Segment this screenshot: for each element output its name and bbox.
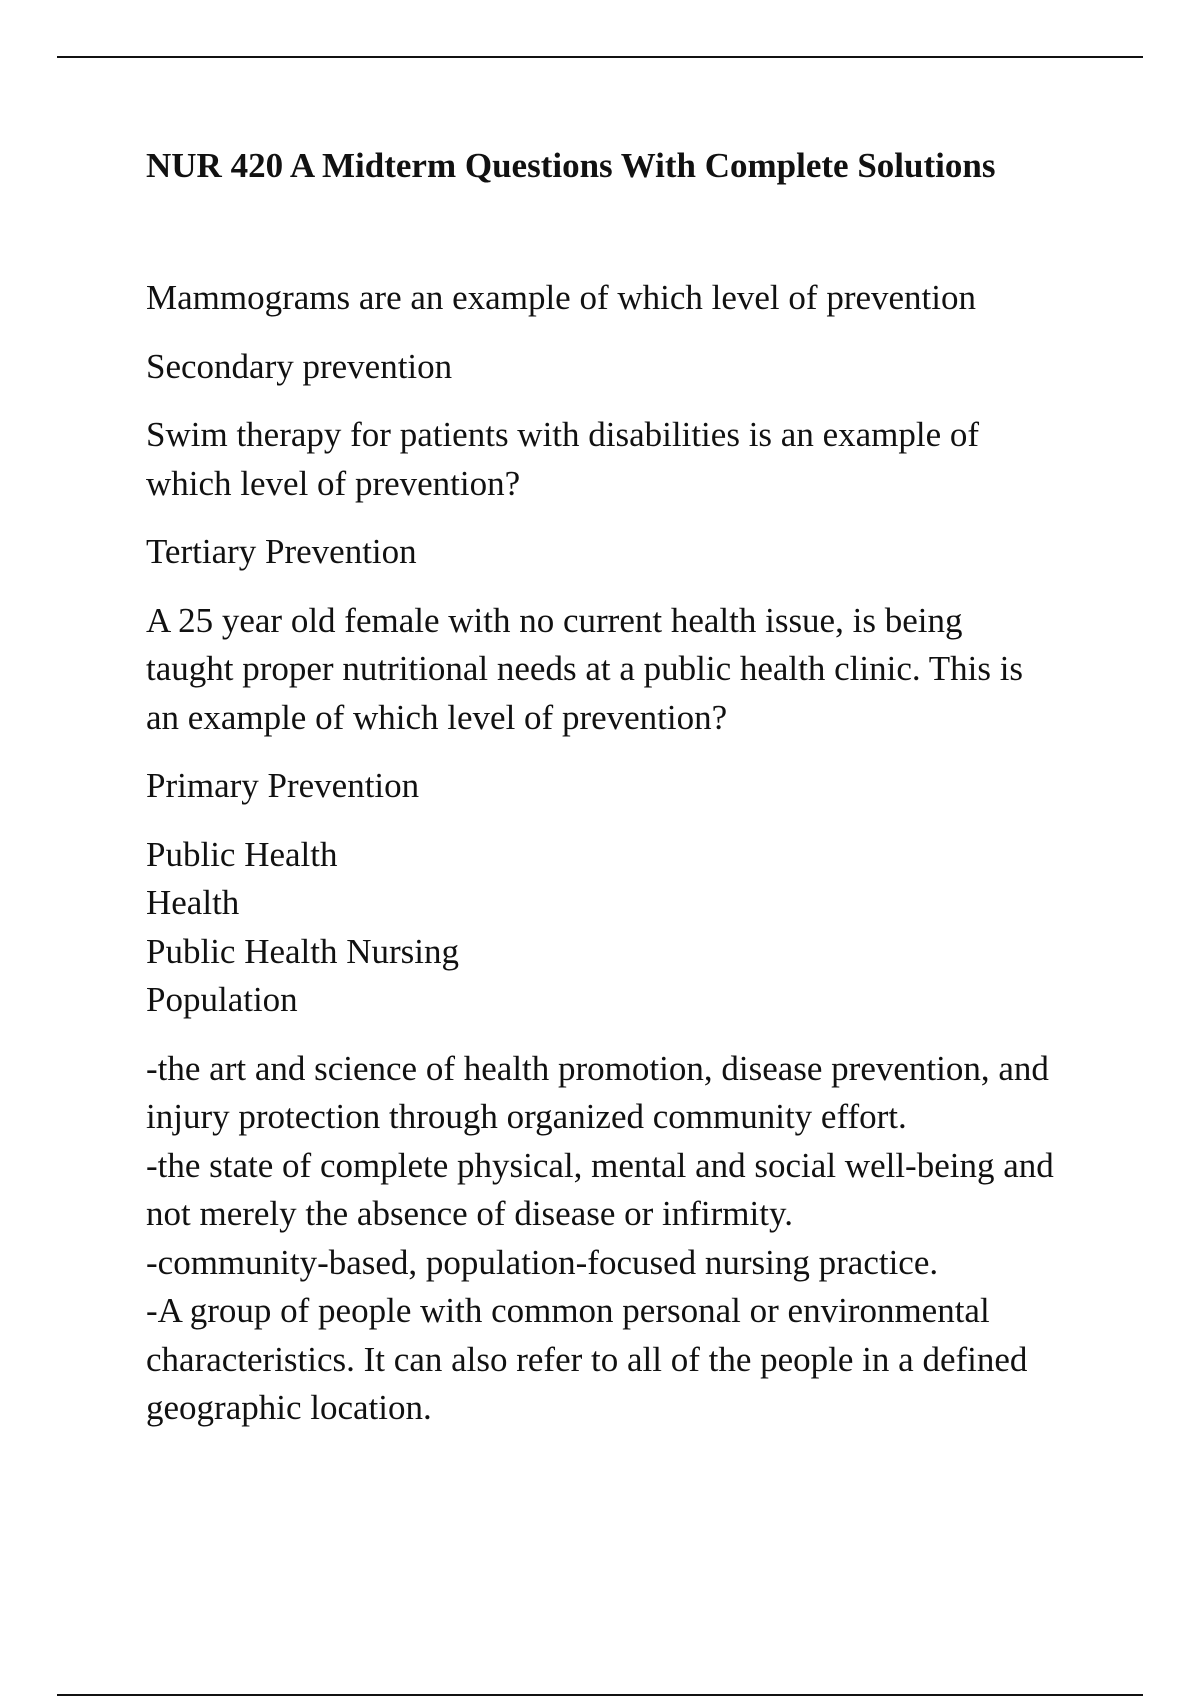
question-mammograms	[146, 274, 1096, 323]
question-term-list	[146, 831, 1096, 1025]
text-line: A 25 year old female with no current health issue, is being	[146, 600, 963, 640]
text-line: taught proper nutritional needs at a public health clinic. This is	[146, 649, 1024, 688]
text-line: Secondary prevention	[146, 346, 453, 386]
text-line: Public Health Nursing	[146, 931, 460, 971]
text-line: geographic location.	[146, 1388, 432, 1427]
document-title: NUR 420 A Midterm Questions With Complete Solutions	[146, 146, 996, 185]
text-line: characteristics. It can also refer to all of the people in a defined	[146, 1339, 1028, 1379]
answer-primary-prevention	[146, 762, 1096, 811]
text-line: Population	[146, 980, 298, 1019]
text-line: not merely the absence of disease or infirmity.	[146, 1194, 793, 1233]
text-line: Health	[146, 883, 240, 922]
answer-tertiary-prevention	[146, 528, 1096, 577]
qa-list	[146, 274, 1096, 1433]
text-line: -the state of complete physical, mental and social well-being and	[146, 1145, 1054, 1185]
top-rule	[57, 56, 1143, 58]
text-line: -community-based, population-focused nursing practice.	[146, 1242, 939, 1282]
text-line: an example of which level of prevention?	[146, 697, 728, 737]
text-line: -the art and science of health promotion, disease prevention, and	[146, 1048, 1049, 1088]
bottom-rule	[57, 1694, 1143, 1696]
question-swim-therapy	[146, 411, 1096, 508]
question-nutrition-clinic	[146, 597, 1096, 743]
text-line: Mammograms are an example of which level of prevention	[146, 278, 976, 317]
text-line: which level of prevention?	[146, 463, 521, 503]
text-line: -A group of people with common personal or environmental	[146, 1291, 990, 1330]
text-line: injury protection through organized community effort.	[146, 1097, 907, 1136]
answer-secondary-prevention	[146, 343, 1096, 392]
document-body	[146, 142, 1096, 1453]
text-line: Public Health	[146, 834, 338, 874]
text-line: Primary Prevention	[146, 766, 420, 805]
text-line: Swim therapy for patients with disabilities is an example of	[146, 415, 980, 454]
text-line: Tertiary Prevention	[146, 532, 417, 571]
answer-term-definitions	[146, 1045, 1096, 1433]
